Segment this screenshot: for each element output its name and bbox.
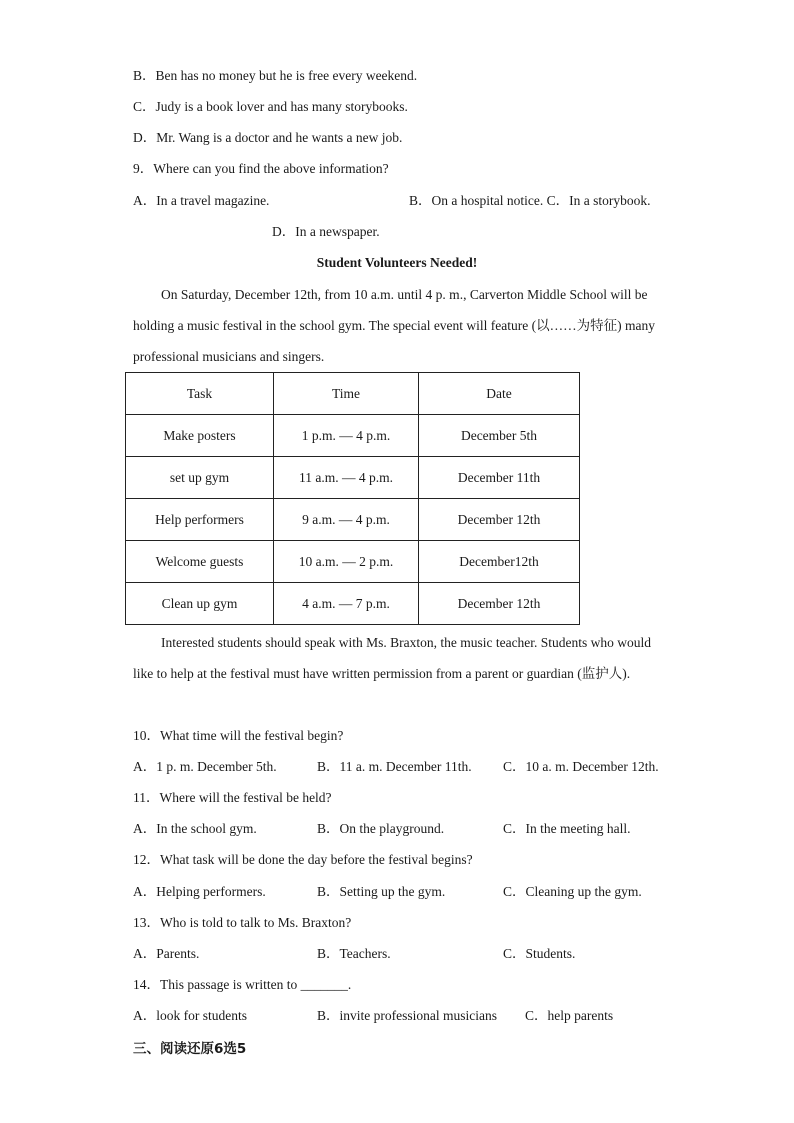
table-cell-date: December 12th [419, 583, 580, 625]
volunteer-task-table [125, 372, 580, 625]
q10-option-b: B．11 a. m. December 11th. [317, 759, 472, 774]
q10-option-a: A．1 p. m. December 5th. [133, 759, 277, 774]
table-cell-task: Clean up gym [126, 583, 274, 625]
notice-title: Student Volunteers Needed! [316, 255, 478, 270]
q14-question: 14．This passage is written to _______. [133, 977, 352, 992]
table-cell-date: December 11th [419, 457, 580, 499]
q14-option-c: C．help parents [525, 1008, 614, 1023]
q9-option-bc: B．On a hospital notice. C．In a storybook. [409, 193, 651, 208]
table-cell-task: Help performers [126, 499, 274, 541]
q8-option-d: D．Mr. Wang is a doctor and he wants a new job. [133, 130, 403, 145]
q13-question: 13．Who is told to talk to Ms. Braxton? [133, 915, 352, 930]
q12-question: 12．What task will be done the day before the festival begins? [133, 852, 473, 867]
table-cell-date: December 12th [419, 499, 580, 541]
table-row [126, 415, 580, 457]
table-row [126, 583, 580, 625]
table-header-time: Time [274, 373, 419, 415]
table-cell-time: 9 a.m. — 4 p.m. [274, 499, 419, 541]
q12-option-c: C．Cleaning up the gym. [503, 884, 642, 899]
table-row [126, 457, 580, 499]
table-cell-time: 11 a.m. — 4 p.m. [274, 457, 419, 499]
table-row [126, 541, 580, 583]
section-heading: 三、阅读还原6选5 [133, 1041, 247, 1057]
q9-option-a: A．In a travel magazine. [133, 193, 270, 208]
q8-option-c: C．Judy is a book lover and has many storybooks. [133, 99, 408, 114]
table-row [126, 499, 580, 541]
table-cell-task: Welcome guests [126, 541, 274, 583]
table-header-row [126, 373, 580, 415]
q13-option-c: C．Students. [503, 946, 576, 961]
q12-option-a: A．Helping performers. [133, 884, 266, 899]
q11-option-b: B．On the playground. [317, 821, 445, 836]
table-cell-task: set up gym [126, 457, 274, 499]
table-cell-time: 4 a.m. — 7 p.m. [274, 583, 419, 625]
notice-intro: On Saturday, December 12th, from 10 a.m. until 4 p. m., Carverton Middle School will be holding a music festival in the school gym. The special event will feature (以……为特征) many professional musicians and singers. [133, 287, 656, 364]
q11-option-c: C．In the meeting hall. [503, 821, 631, 836]
q12-option-b: B．Setting up the gym. [317, 884, 446, 899]
q13-option-b: B．Teachers. [317, 946, 391, 961]
q9-question: 9．Where can you find the above information? [133, 161, 389, 176]
q10-question: 10．What time will the festival begin? [133, 728, 344, 743]
q8-option-b: B．Ben has no money but he is free every weekend. [133, 68, 418, 83]
table-header-date: Date [419, 373, 580, 415]
table-header-task: Task [126, 373, 274, 415]
table-cell-task: Make posters [126, 415, 274, 457]
table-cell-time: 1 p.m. — 4 p.m. [274, 415, 419, 457]
q9-option-d: D．In a newspaper. [272, 224, 380, 239]
q13-option-a: A．Parents. [133, 946, 200, 961]
q14-option-a: A．look for students [133, 1008, 247, 1023]
table-cell-date: December 5th [419, 415, 580, 457]
table-cell-date: December12th [419, 541, 580, 583]
q10-option-c: C．10 a. m. December 12th. [503, 759, 659, 774]
q14-option-b: B．invite professional musicians [317, 1008, 497, 1023]
q11-question: 11．Where will the festival be held? [133, 790, 332, 805]
table-cell-time: 10 a.m. — 2 p.m. [274, 541, 419, 583]
q11-option-a: A．In the school gym. [133, 821, 257, 836]
notice-outro: Interested students should speak with Ms. Braxton, the music teacher. Students who would like to help at the festival must have written permission from a parent or guardian (监护人). [133, 635, 652, 681]
